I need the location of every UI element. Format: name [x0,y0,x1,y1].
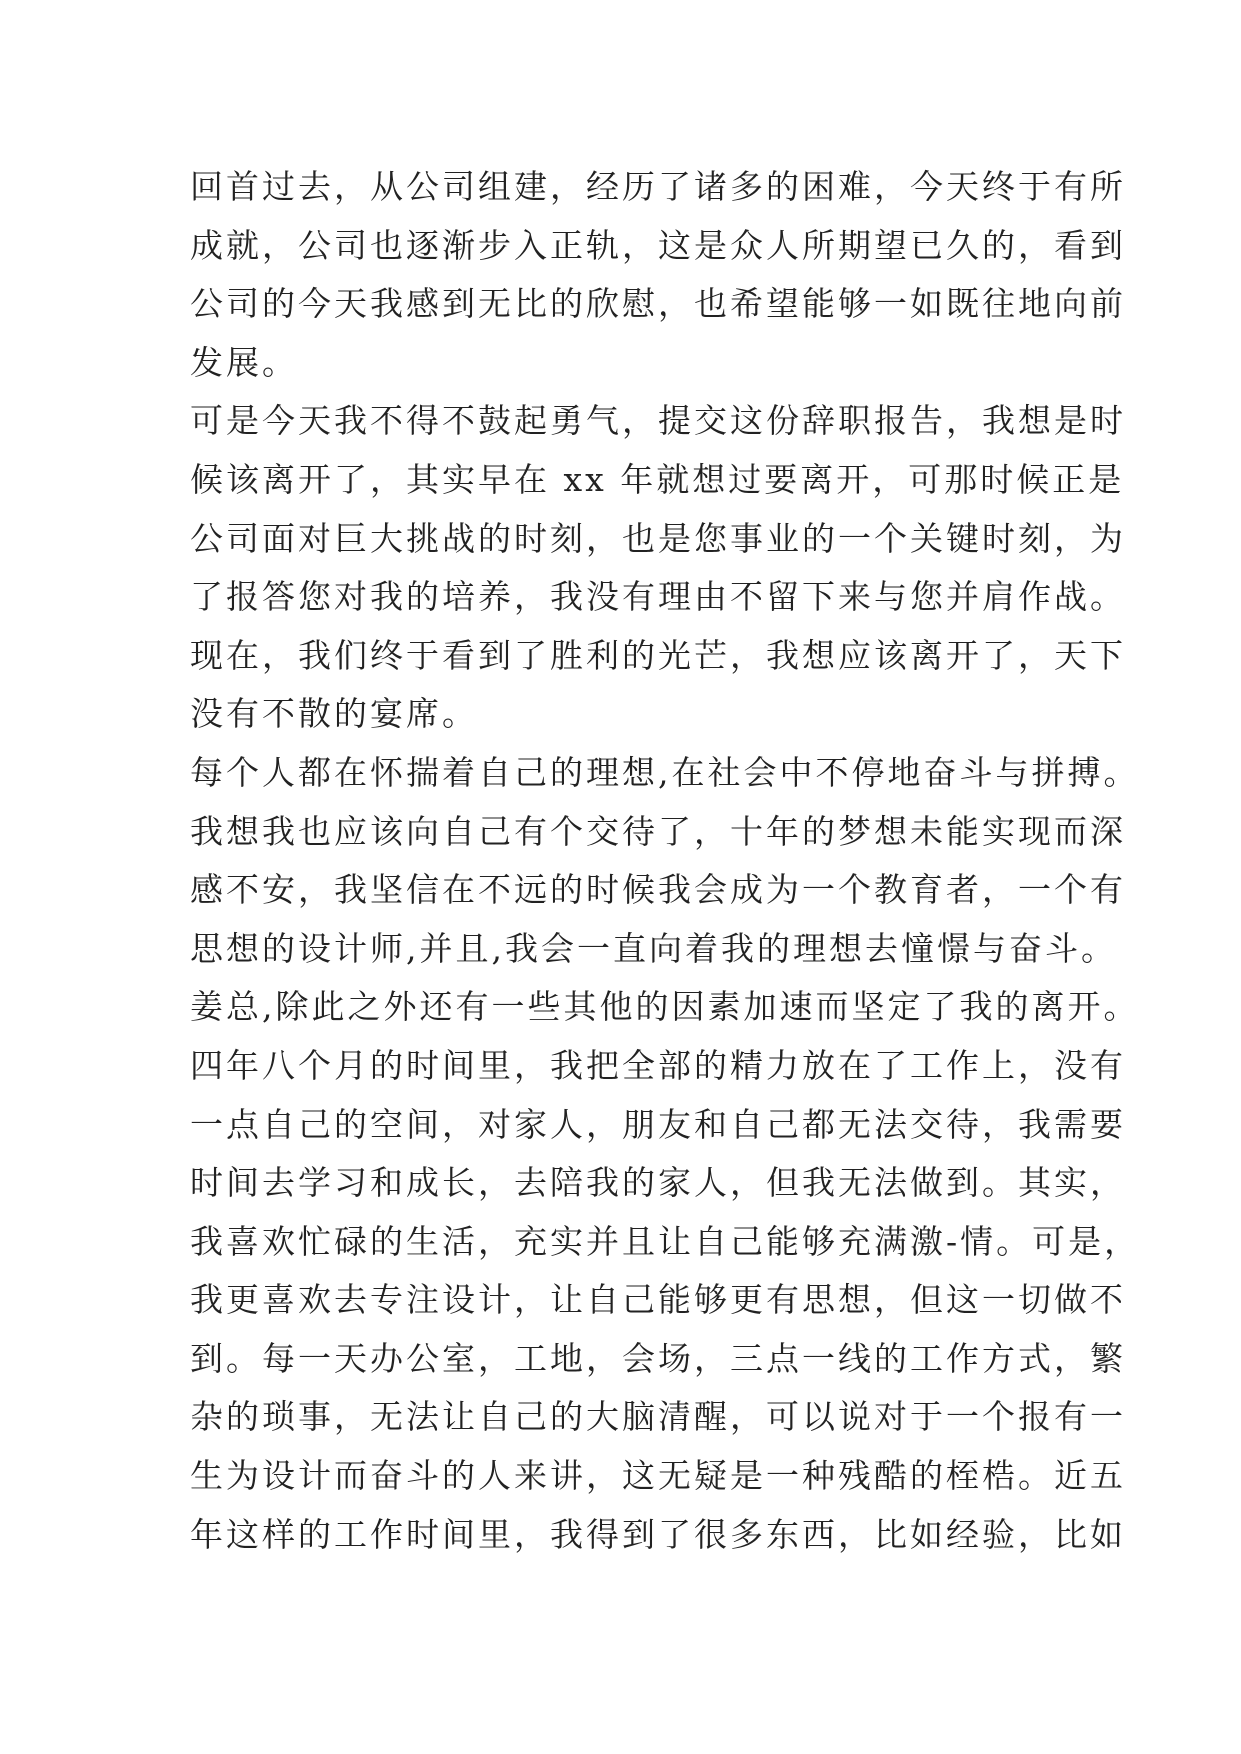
text-line: 公司面对巨大挑战的时刻，也是您事业的一个关键时刻，为 [190,518,1126,558]
text-line: 四年八个月的时间里，我把全部的精力放在了工作上，没有 [190,1045,1126,1085]
text-line: 我想我也应该向自己有个交待了，十年的梦想未能实现而深 [190,811,1126,851]
text-line: 我喜欢忙碌的生活，充实并且让自己能够充满激-情。可是， [190,1221,1141,1261]
body-text [190,158,1141,1564]
text-line: 时间去学习和成长，去陪我的家人，但我无法做到。其实， [190,1163,1126,1203]
text-line: 发展。 [190,342,298,382]
text-line: 思想的设计师,并且,我会一直向着我的理想去憧憬与奋斗。 [190,928,1117,968]
text-line: 生为设计而奋斗的人来讲，这无疑是一种残酷的桎梏。近五 [190,1456,1126,1496]
text-line: 了报答您对我的培养，我没有理由不留下来与您并肩作战。 [190,577,1126,617]
text-line: 年这样的工作时间里，我得到了很多东西，比如经验，比如 [190,1514,1126,1554]
text-line: 公司的今天我感到无比的欣慰，也希望能够一如既往地向前 [190,284,1126,324]
text-line: 现在，我们终于看到了胜利的光芒，我想应该离开了，天下 [190,635,1126,675]
text-line: 成就，公司也逐渐步入正轨，这是众人所期望已久的，看到 [190,225,1126,265]
text-line: 回首过去，从公司组建，经历了诸多的困难，今天终于有所 [190,167,1126,206]
text-line: 候该离开了，其实早在 xx 年就想过要离开，可那时候正是 [190,459,1125,499]
text-line: 姜总,除此之外还有一些其他的因素加速而坚定了我的离开。 [190,987,1140,1027]
text-line: 可是今天我不得不鼓起勇气，提交这份辞职报告，我想是时 [190,401,1126,441]
text-line: 到。每一天办公室，工地，会场，三点一线的工作方式，繁 [190,1338,1126,1378]
text-line: 每个人都在怀揣着自己的理想,在社会中不停地奋斗与拼搏。 [190,752,1140,792]
text-line: 一点自己的空间，对家人，朋友和自己都无法交待，我需要 [190,1104,1126,1144]
text-line: 没有不散的宴席。 [190,694,478,734]
text-line: 感不安，我坚信在不远的时候我会成为一个教育者，一个有 [190,870,1126,910]
text-line: 我更喜欢去专注设计，让自己能够更有思想，但这一切做不 [190,1280,1126,1320]
text-line: 杂的琐事，无法让自己的大脑清醒，可以说对于一个报有一 [190,1397,1126,1437]
